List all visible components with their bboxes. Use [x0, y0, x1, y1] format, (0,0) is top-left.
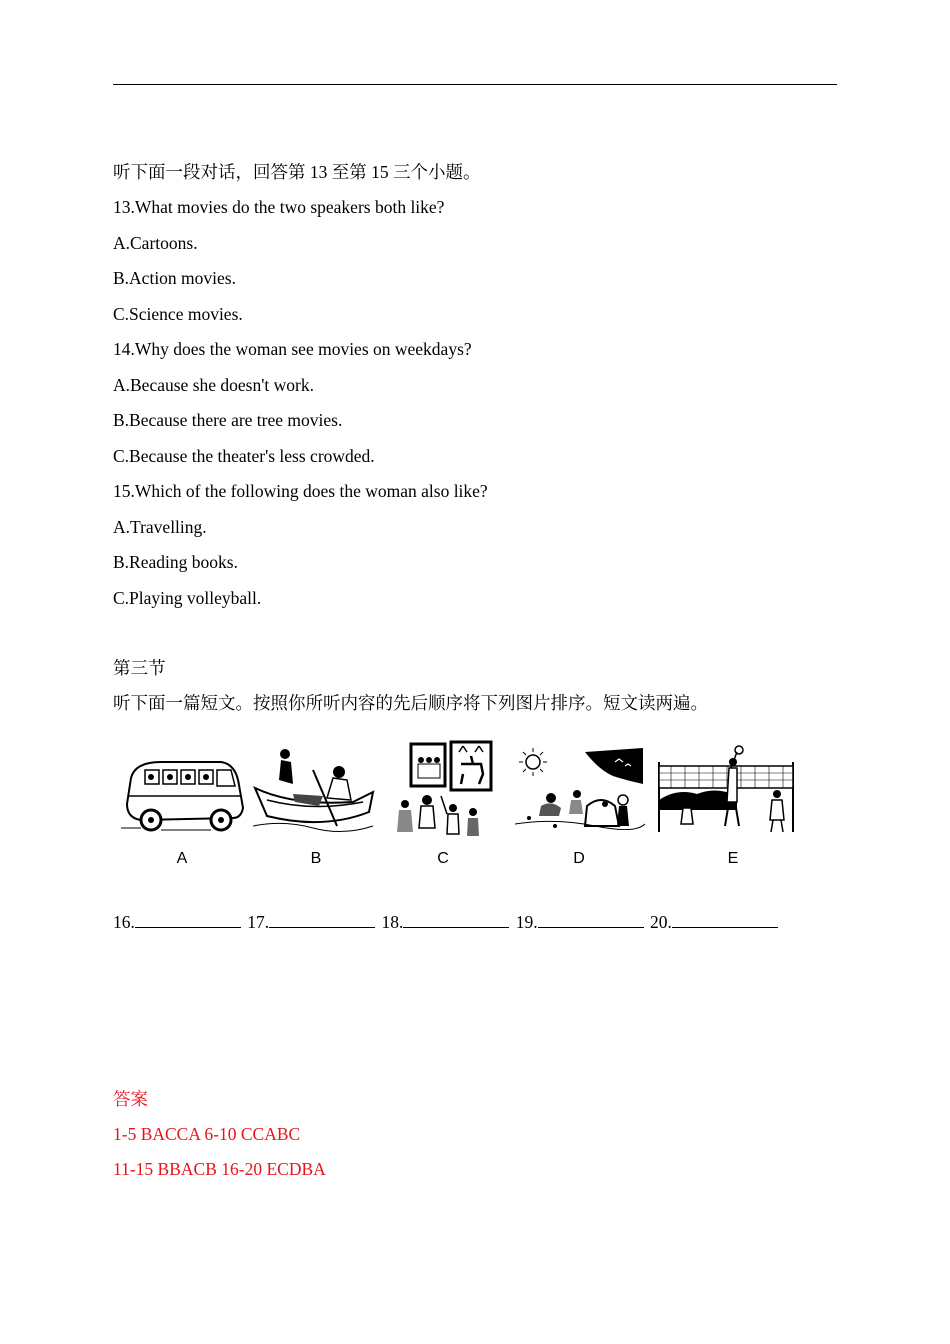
option-14a: A.Because she doesn't work.: [113, 375, 314, 395]
blank-18[interactable]: 18.: [382, 911, 510, 933]
option-13b: B.Action movies.: [113, 268, 236, 288]
section-intro: 听下面一段对话，回答第 13 至第 15 三个小题。: [113, 162, 481, 182]
volleyball-picture: [657, 740, 797, 835]
picture-label-c: C: [437, 850, 449, 867]
answers-line-1: 1-5 BACCA 6-10 CCABC: [113, 1124, 301, 1144]
picture-label-a: A: [176, 850, 188, 867]
question-13: 13.What movies do the two speakers both like?: [113, 197, 445, 217]
option-13c: C.Science movies.: [113, 304, 243, 324]
blank-17[interactable]: 17.: [247, 911, 375, 933]
option-13a: A.Cartoons.: [113, 233, 198, 253]
bus-picture: [121, 740, 246, 835]
option-14c: C.Because the theater's less crowded.: [113, 446, 375, 466]
museum-picture: [393, 740, 493, 840]
question-15: 15.Which of the following does the woman also like?: [113, 481, 488, 501]
beach-picture: [515, 740, 645, 835]
blank-20[interactable]: 20.: [650, 911, 778, 933]
blank-19[interactable]: 19.: [516, 911, 644, 933]
picture-label-d: D: [573, 850, 585, 867]
question-14: 14.Why does the woman see movies on weekdays?: [113, 339, 472, 359]
boat-picture: [253, 740, 378, 835]
answers-line-2: 11-15 BBACB 16-20 ECDBA: [113, 1159, 326, 1179]
option-15c: C.Playing volleyball.: [113, 588, 262, 608]
option-15b: B.Reading books.: [113, 552, 238, 572]
answers-title: 答案: [113, 1089, 148, 1109]
picture-label-b: B: [310, 850, 322, 867]
answer-blanks: [113, 911, 780, 933]
option-15a: A.Travelling.: [113, 517, 207, 537]
picture-row: [113, 740, 813, 875]
blank-16[interactable]: 16.: [113, 911, 241, 933]
picture-label-e: E: [727, 850, 739, 867]
header-rule: [113, 84, 837, 85]
section-3-instruction: 听下面一篇短文。按照你所听内容的先后顺序将下列图片排序。短文读两遍。: [113, 693, 708, 713]
section-3-title: 第三节: [113, 658, 166, 678]
option-14b: B.Because there are tree movies.: [113, 410, 343, 430]
